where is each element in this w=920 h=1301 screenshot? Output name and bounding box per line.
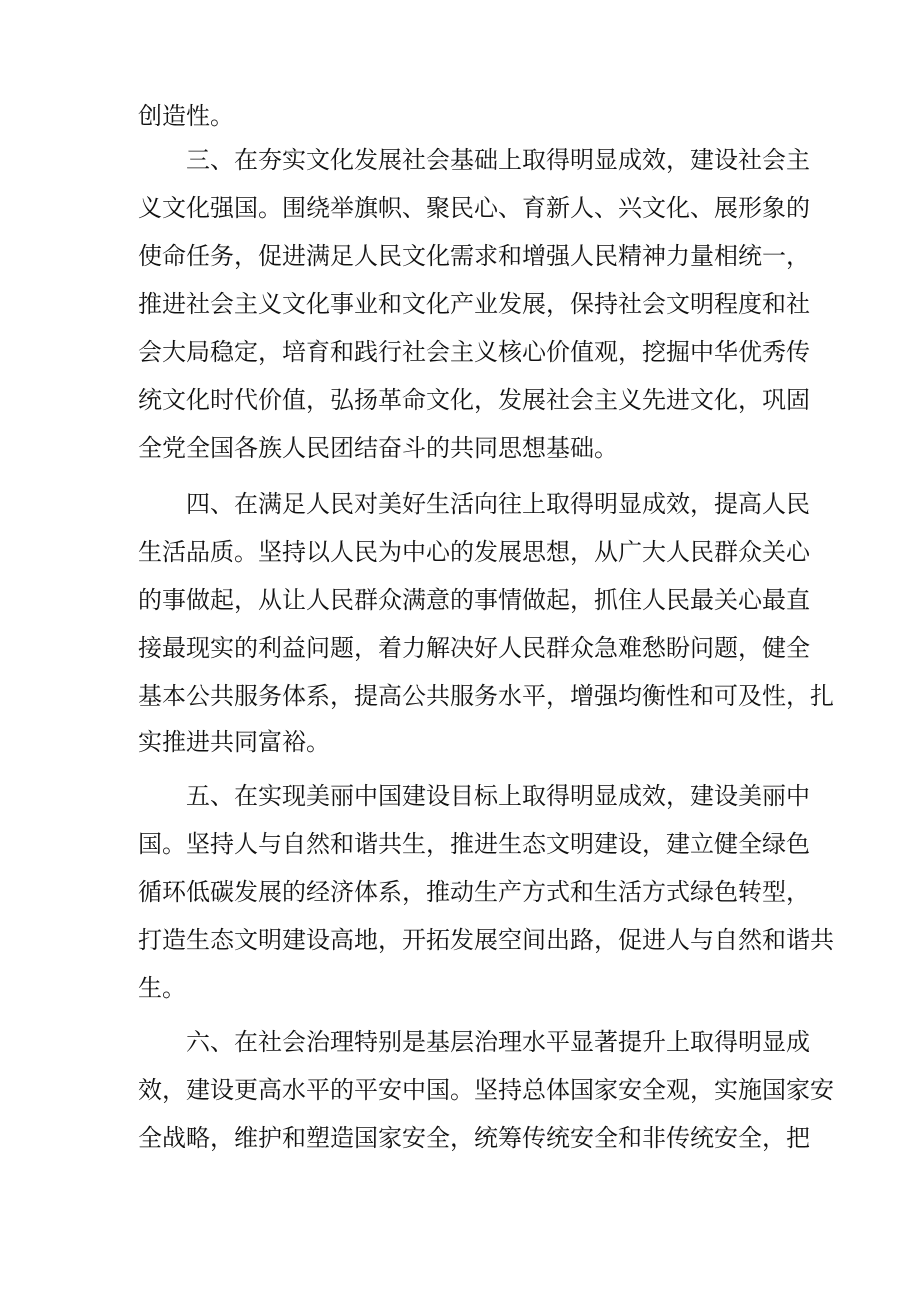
text-line: 使命任务，促进满足人民文化需求和增强人民精神力量相统一， [138,242,810,270]
paragraph-heading-line: 六、在社会治理特别是基层治理水平显著提升上取得明显成 [186,1028,810,1056]
text-line: 国。坚持人与自然和谐共生，推进生态文明建设，建立健全绿色 [138,830,810,858]
paragraph-heading-line: 五、在实现美丽中国建设目标上取得明显成效，建设美丽中 [186,782,810,810]
text-line: 生。 [138,974,186,1002]
text-line: 义文化强国。围绕举旗帜、聚民心、育新人、兴文化、展形象的 [138,194,810,222]
text-line: 全战略，维护和塑造国家安全，统筹传统安全和非传统安全，把 [138,1124,810,1152]
text-line: 实推进共同富裕。 [138,728,330,756]
text-line: 生活品质。坚持以人民为中心的发展思想，从广大人民群众关心 [138,538,810,566]
paragraph-heading-line: 四、在满足人民对美好生活向往上取得明显成效，提高人民 [186,490,810,518]
text-line: 统文化时代价值，弘扬革命文化，发展社会主义先进文化，巩固 [138,386,810,414]
text-line: 基本公共服务体系，提高公共服务水平，增强均衡性和可及性，扎 [138,682,834,710]
text-line: 效，建设更高水平的平安中国。坚持总体国家安全观，实施国家安 [138,1076,834,1104]
text-line: 推进社会主义文化事业和文化产业发展，保持社会文明程度和社 [138,290,810,318]
text-line: 打造生态文明建设高地，开拓发展空间出路，促进人与自然和谐共 [138,926,834,954]
text-line: 会大局稳定，培育和践行社会主义核心价值观，挖掘中华优秀传 [138,338,810,366]
text-line: 全党全国各族人民团结奋斗的共同思想基础。 [138,434,618,462]
text-line: 接最现实的利益问题，着力解决好人民群众急难愁盼问题，健全 [138,634,810,662]
text-line: 的事做起，从让人民群众满意的事情做起，抓住人民最关心最直 [138,586,810,614]
text-line: 循环低碳发展的经济体系，推动生产方式和生活方式绿色转型， [138,878,810,906]
text-line: 创造性。 [138,102,234,130]
paragraph-heading-line: 三、在夯实文化发展社会基础上取得明显成效，建设社会主 [186,146,810,174]
